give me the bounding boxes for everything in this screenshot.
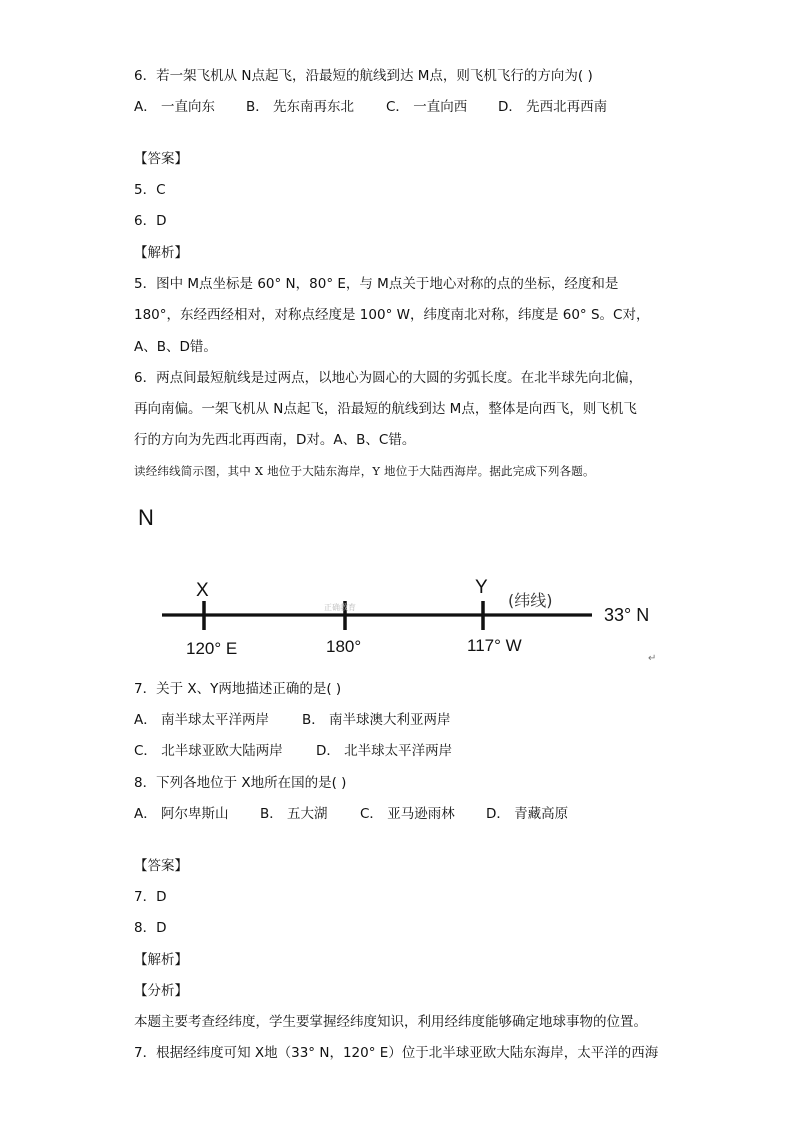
intro-text: 读经纬线简示图，其中 X 地位于大陆东海岸，Y 地位于大陆西海岸。据此完成下列各题。 xyxy=(134,464,595,478)
answer-5: 5．C xyxy=(134,182,166,198)
q7-options-row-1 xyxy=(134,710,451,730)
paragraph-mark: ↵ xyxy=(648,653,657,664)
q6-option-d: D． 先西北再西南 xyxy=(498,99,608,115)
analysis-6-line-3: 行的方向为先西北再西南，D对。A、B、C错。 xyxy=(134,432,416,448)
analysis-5-line-2: 180°，东经西经相对，对称点经度是 100° W，纬度南北对称，纬度是 60° S。C对， xyxy=(134,307,650,323)
analysis-header-2: 【解析】 xyxy=(134,952,188,968)
q7-option-c: C． 北半球亚欧大陆两岸 xyxy=(134,743,283,759)
watermark-stamp: 正确教育 xyxy=(324,603,356,612)
x-label: X xyxy=(196,580,209,601)
answer-7: 7．D xyxy=(134,889,167,905)
y-label: Y xyxy=(475,577,488,598)
longitude-180-label: 180° xyxy=(326,637,362,656)
analysis-6-line-2: 再向南偏。一架飞机从 N点起飞，沿最短的航线到达 M点，整体是向西飞，则飞机飞 xyxy=(134,401,637,417)
latitude-value: 33° N xyxy=(604,605,650,625)
q6-options xyxy=(134,97,607,117)
q7-stem: 7．关于 X、Y两地描述正确的是( ) xyxy=(134,681,342,697)
q7-options-row-2 xyxy=(134,741,452,761)
latitude-note: (纬线) xyxy=(508,591,553,610)
q8-option-a: A． 阿尔卑斯山 xyxy=(134,806,229,822)
analysis-overview: 本题主要考查经纬度，学生要掌握经纬度知识，利用经纬度能够确定地球事物的位置。 xyxy=(134,1014,647,1030)
analysis-5-line-3: A、B、D错。 xyxy=(134,339,217,355)
answer-header-2: 【答案】 xyxy=(134,858,188,874)
q6-option-a: A． 一直向东 xyxy=(134,99,216,115)
analysis-5-line-1: 5．图中 M点坐标是 60° N，80° E，与 M点关于地心对称的点的坐标，经度和是 xyxy=(134,276,619,292)
q8-option-c: C． 亚马逊雨林 xyxy=(360,806,455,822)
answer-8: 8．D xyxy=(134,920,167,936)
q8-option-b: B． 五大湖 xyxy=(260,806,328,822)
analysis-sub-header: 【分析】 xyxy=(134,983,188,999)
q8-option-d: D． 青藏高原 xyxy=(486,806,569,822)
answer-6: 6．D xyxy=(134,213,167,229)
analysis-header-1: 【解析】 xyxy=(134,245,188,261)
q7-option-d: D． 北半球太平洋两岸 xyxy=(316,743,453,759)
q7-option-a: A． 南半球太平洋两岸 xyxy=(134,712,270,728)
analysis-7-line-1: 7．根据经纬度可知 X地（33° N，120° E）位于北半球亚欧大陆东海岸，太平洋的西海 xyxy=(134,1045,659,1061)
north-label: N xyxy=(138,505,154,530)
q6-stem: 6．若一架飞机从 N点起飞，沿最短的航线到达 M点，则飞机飞行的方向为( ) xyxy=(134,68,593,84)
q7-option-b: B． 南半球澳大利亚两岸 xyxy=(302,712,451,728)
q8-options xyxy=(134,804,568,824)
q6-option-b: B． 先东南再东北 xyxy=(246,99,355,115)
q8-stem: 8．下列各地位于 X地所在国的是( ) xyxy=(134,775,347,791)
latitude-diagram xyxy=(134,500,674,670)
longitude-117w-label: 117° W xyxy=(467,636,522,655)
q6-option-c: C． 一直向西 xyxy=(386,99,468,115)
answer-header-1: 【答案】 xyxy=(134,151,188,167)
longitude-120e-label: 120° E xyxy=(186,639,238,658)
analysis-6-line-1: 6．两点间最短航线是过两点，以地心为圆心的大圆的劣弧长度。在北半球先向北偏， xyxy=(134,370,643,386)
